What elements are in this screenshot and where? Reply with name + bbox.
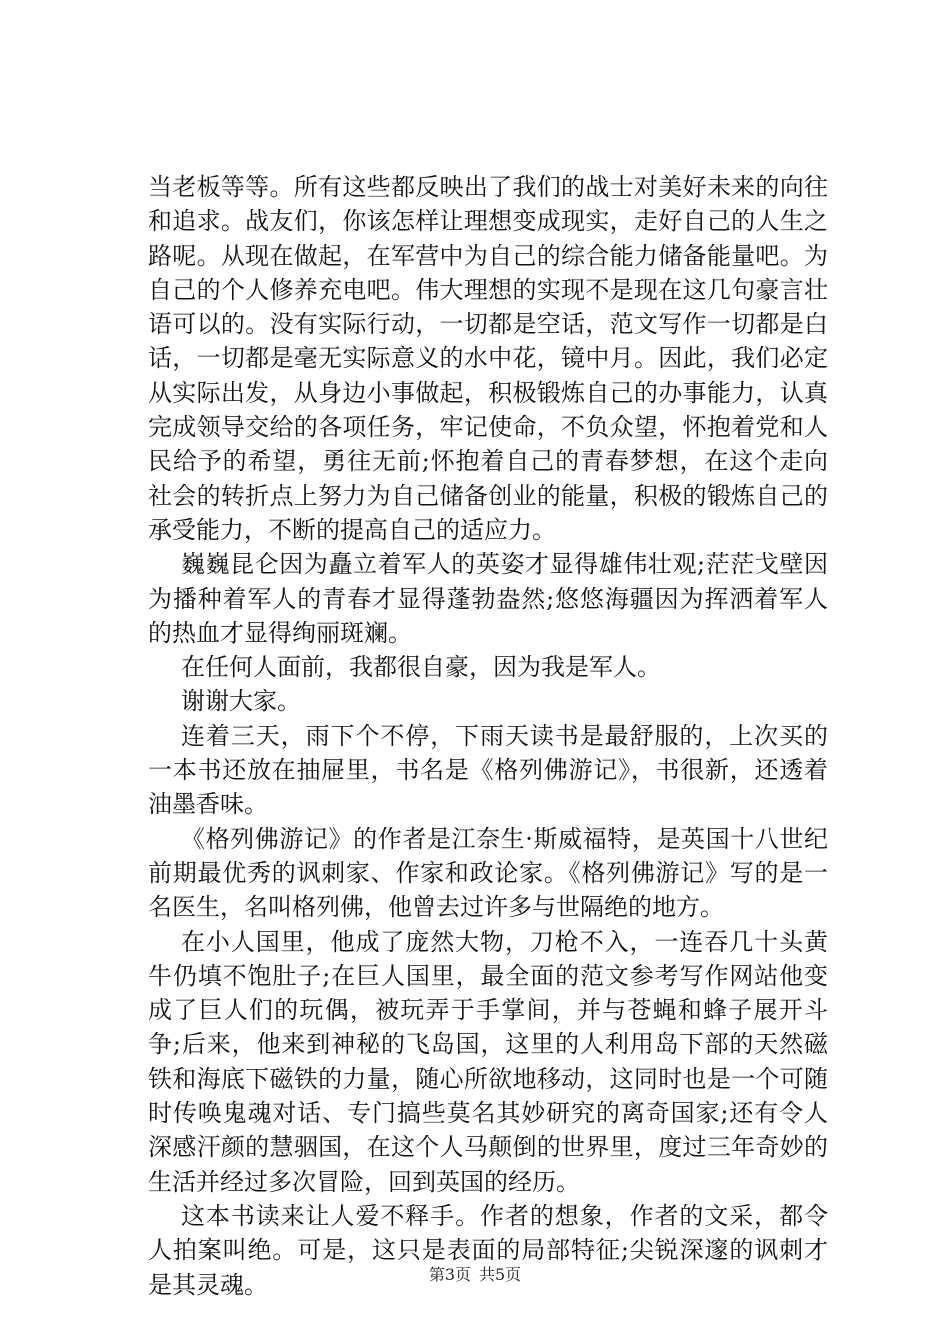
paragraph-2: 巍巍昆仑因为矗立着军人的英姿才显得雄伟壮观;茫茫戈壁因为播种着军人的青春才显得蓬勃盎然;悠悠海疆因为挥洒着军人的热血才显得绚丽斑斓。 xyxy=(148,550,828,647)
paragraph-1: 当老板等等。所有这些都反映出了我们的战士对美好未来的向往和追求。战友们，你该怎样让理想变成现实，走好自己的人生之路呢。从现在做起，在军营中为自己的综合能力储备能量吧。为自己的个人修养充电吧。伟大理想的实现不是现在这几句豪言壮语可以的。没有实际行动，一切都是空话，范文写作一切都是白话，一切都是毫无实际意义的水中花，镜中月。因此，我们必定从实际出发，从身边小事做起，积极锻炼自己的办事能力，认真完成领导交给的各项任务，牢记使命，不负众望，怀抱着党和人民给予的希望，勇往无前;怀抱着自己的青春梦想，在这个走向社会的转折点上努力为自己储备创业的能量，积极的锻炼自己的承受能力，不断的提高自己的适应力。 xyxy=(148,173,828,544)
paragraph-6: 《格列佛游记》的作者是江奈生·斯威福特，是英国十八世纪前期最优秀的讽刺家、作家和政论家。《格列佛游记》写的是一名医生，名叫格列佛，他曾去过许多与世隔绝的地方。 xyxy=(148,824,828,922)
paragraph-3: 在任何人面前，我都很自豪，因为我是军人。 xyxy=(181,653,661,682)
paragraph-5: 连着三天，雨下个不停，下雨天读书是最舒服的，上次买的一本书还放在抽屉里，书名是《格列佛游记》，书很新，还透着油墨香味。 xyxy=(148,721,828,819)
page-total: 共5页 xyxy=(479,1265,522,1284)
page-number: 第3页 xyxy=(428,1265,471,1284)
paragraph-7: 在小人国里，他成了庞然大物，刀枪不入，一连吞几十头黄牛仍填不饱肚子;在巨人国里，最全面的范文参考写作网站他变成了巨人们的玩偶，被玩弄于手掌间，并与苍蝇和蜂子展开斗争;后来，他来到神秘的飞岛国，这里的人利用岛下部的天然磁铁和海底下磁铁的力量，随心所欲地移动，这同时也是一个可随时传唤鬼魂对话、专门搞些莫名其妙研究的离奇国家;还有令人深感汗颜的慧骃国，在这个人马颠倒的世界里，度过三年奇妙的生活并经过多次冒险，回到英国的经历。 xyxy=(148,927,828,1196)
document-body xyxy=(148,170,828,1302)
page-footer xyxy=(0,1262,950,1285)
paragraph-4: 谢谢大家。 xyxy=(181,687,301,716)
paragraph-8: 这本书读来让人爱不释手。作者的想象，作者的文采，都令人拍案叫绝。可是，这只是表面的局部特征;尖锐深邃的讽刺才是其灵魂。 xyxy=(148,1201,828,1299)
